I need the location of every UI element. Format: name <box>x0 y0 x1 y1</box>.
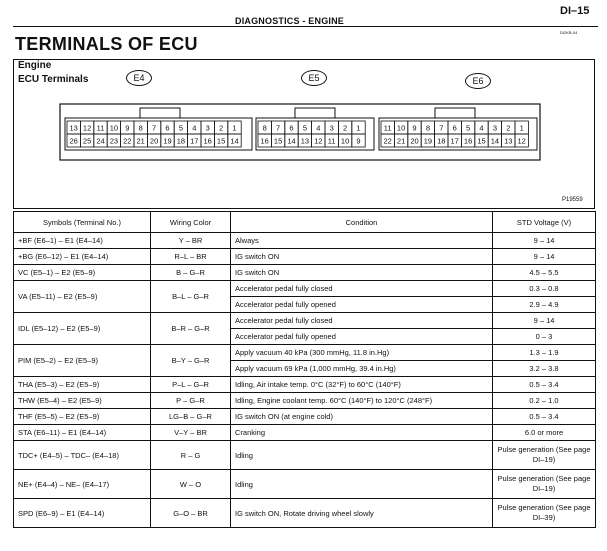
e4-pin-label: 10 <box>109 123 119 133</box>
e6-pin-label: 21 <box>396 136 406 146</box>
e4-pin-label: 6 <box>165 123 170 133</box>
e6-lock-tab <box>435 108 475 118</box>
e5-pin-label: 4 <box>316 123 321 133</box>
diagram-label-ecu-terminals: ECU Terminals <box>18 74 89 85</box>
page-number: DI–15 <box>560 5 590 17</box>
table-row <box>14 281 596 297</box>
condition-cell: Idling, Air intake temp. 0°C (32°F) to 60°C (140°F) <box>231 377 493 393</box>
wiring-color-cell: R – G <box>151 441 231 470</box>
voltage-cell: 1.3 – 1.9 <box>493 345 596 361</box>
condition-cell: Apply vacuum 40 kPa (300 mmHg, 11.8 in.Hg) <box>231 345 493 361</box>
e4-pin-label: 21 <box>136 136 145 146</box>
e4-pin-label: 26 <box>69 136 78 146</box>
e5-pin-label: 15 <box>273 136 283 146</box>
symbol-cell: SPD (E6–9) – E1 (E4–14) <box>14 499 151 528</box>
table-row <box>14 249 596 265</box>
e6-pin-label: 13 <box>504 136 513 146</box>
e5-pin-label: 11 <box>327 136 336 146</box>
e6-pin-label: 20 <box>410 136 419 146</box>
condition-cell: IG switch ON (at engine cold) <box>231 409 493 425</box>
section-header: DIAGNOSTICS - ENGINE <box>235 16 345 26</box>
table-row <box>14 470 596 499</box>
table-row <box>14 393 596 409</box>
e6-pin-label: 12 <box>517 136 526 146</box>
symbol-cell: +BG (E6–12) – E1 (E4–14) <box>14 249 151 265</box>
e4-pin-label: 16 <box>203 136 212 146</box>
voltage-cell: 4.5 – 5.5 <box>493 265 596 281</box>
e6-pin-label: 4 <box>479 123 484 133</box>
e6-pin-label: 17 <box>450 136 459 146</box>
voltage-cell: Pulse generation (See page DI–19) <box>493 470 596 499</box>
e5-pin-label: 10 <box>340 136 350 146</box>
e4-pin-label: 20 <box>149 136 159 146</box>
e4-pin-label: 15 <box>216 136 226 146</box>
table-row <box>14 313 596 329</box>
e5-pin-label: 9 <box>356 136 361 146</box>
voltage-cell: 3.2 – 3.8 <box>493 361 596 377</box>
e6-pin-label: 15 <box>477 136 486 146</box>
connector-label-e5: E5 <box>301 70 327 86</box>
e4-pin-label: 14 <box>230 136 239 146</box>
ecu-connector-drawing <box>0 0 607 215</box>
wiring-color-cell: G–O – BR <box>151 499 231 528</box>
e5-lock-tab <box>295 108 335 118</box>
symbol-cell: VA (E5–11) – E2 (E5–9) <box>14 281 151 313</box>
voltage-cell: 9 – 14 <box>493 233 596 249</box>
e4-pin-label: 22 <box>123 136 132 146</box>
e4-pin-label: 12 <box>82 123 92 133</box>
table-row <box>14 377 596 393</box>
e6-pin-label: 11 <box>383 123 392 133</box>
voltage-cell: 9 – 14 <box>493 313 596 329</box>
header-symbols: Symbols (Terminal No.) <box>14 212 151 233</box>
e5-pin-label: 13 <box>300 136 310 146</box>
e4-pin-label: 2 <box>219 123 224 133</box>
e5-pin-label: 8 <box>262 123 267 133</box>
e6-pin-label: 9 <box>412 123 417 133</box>
e6-pin-label: 7 <box>439 123 444 133</box>
connector-label-e4: E4 <box>126 70 152 86</box>
e4-pin-label: 25 <box>82 136 92 146</box>
condition-cell: Apply vacuum 69 kPa (1,000 mmHg, 39.4 in.Hg) <box>231 361 493 377</box>
e6-pin-label: 22 <box>383 136 392 146</box>
voltage-cell: 0.2 – 1.0 <box>493 393 596 409</box>
e4-pin-label: 3 <box>205 123 210 133</box>
e6-pin-label: 14 <box>490 136 500 146</box>
wiring-color-cell: B–L – G–R <box>151 281 231 313</box>
e4-pin-label: 17 <box>190 136 199 146</box>
table-row <box>14 425 596 441</box>
e5-pin-label: 2 <box>343 123 348 133</box>
e6-pin-label: 18 <box>437 136 446 146</box>
e4-pin-label: 5 <box>178 123 183 133</box>
condition-cell: Always <box>231 233 493 249</box>
e4-pin-label: 7 <box>152 123 157 133</box>
e5-pin-label: 16 <box>260 136 269 146</box>
condition-cell: IG switch ON <box>231 249 493 265</box>
page-title: TERMINALS OF ECU <box>15 34 198 54</box>
e4-pin-label: 1 <box>232 123 237 133</box>
wiring-color-cell: P – G–R <box>151 393 231 409</box>
symbol-cell: +BF (E6–1) – E1 (E4–14) <box>14 233 151 249</box>
e6-pin-label: 1 <box>519 123 524 133</box>
e5-pin-label: 12 <box>314 136 323 146</box>
condition-cell: Accelerator pedal fully opened <box>231 329 493 345</box>
wiring-color-cell: B – G–R <box>151 265 231 281</box>
e5-pin-label: 14 <box>287 136 296 146</box>
symbol-cell: IDL (E5–12) – E2 (E5–9) <box>14 313 151 345</box>
header-condition: Condition <box>231 212 493 233</box>
e6-pin-label: 10 <box>396 123 406 133</box>
symbol-cell: NE+ (E4–4) – NE– (E4–17) <box>14 470 151 499</box>
symbol-cell: TDC+ (E4–5) – TDC– (E4–18) <box>14 441 151 470</box>
wiring-color-cell: B–R – G–R <box>151 313 231 345</box>
e4-pin-label: 8 <box>138 123 143 133</box>
table-row <box>14 409 596 425</box>
e5-pin-label: 6 <box>289 123 294 133</box>
condition-cell: IG switch ON, Rotate driving wheel slowly <box>231 499 493 528</box>
e6-pin-label: 3 <box>492 123 497 133</box>
e4-pin-label: 24 <box>96 136 105 146</box>
e6-pin-label: 5 <box>466 123 471 133</box>
figure-code: P19559 <box>562 197 583 203</box>
e4-pin-label: 9 <box>125 123 130 133</box>
wiring-color-cell: W – O <box>151 470 231 499</box>
voltage-cell: 0.5 – 3.4 <box>493 409 596 425</box>
header-std-voltage: STD Voltage (V) <box>493 212 596 233</box>
symbol-cell: VC (E5–1) – E2 (E5–9) <box>14 265 151 281</box>
voltage-cell: Pulse generation (See page DI–39) <box>493 499 596 528</box>
condition-cell: Accelerator pedal fully closed <box>231 281 493 297</box>
wiring-color-cell: R–L – BR <box>151 249 231 265</box>
connector-label-e6: E6 <box>465 73 491 89</box>
condition-cell: Accelerator pedal fully closed <box>231 313 493 329</box>
symbol-cell: PIM (E5–2) – E2 (E5–9) <box>14 345 151 377</box>
table-row <box>14 345 596 361</box>
e6-pin-label: 6 <box>452 123 457 133</box>
condition-cell: Cranking <box>231 425 493 441</box>
voltage-cell: 6.0 or more <box>493 425 596 441</box>
wiring-color-cell: P–L – G–R <box>151 377 231 393</box>
table-row <box>14 265 596 281</box>
symbol-cell: THA (E5–3) – E2 (E5–9) <box>14 377 151 393</box>
condition-cell: Idling <box>231 470 493 499</box>
e6-pin-label: 8 <box>425 123 430 133</box>
e5-pin-label: 1 <box>356 123 361 133</box>
e4-lock-tab <box>140 108 180 118</box>
e5-pin-label: 5 <box>302 123 307 133</box>
symbol-cell: THF (E5–5) – E2 (E5–9) <box>14 409 151 425</box>
e6-pin-label: 19 <box>423 136 433 146</box>
e4-pin-label: 11 <box>96 123 105 133</box>
wiring-color-cell: B–Y – G–R <box>151 345 231 377</box>
wiring-color-cell: LG–B – G–R <box>151 409 231 425</box>
e6-pin-label: 16 <box>463 136 473 146</box>
table-row <box>14 233 596 249</box>
symbol-cell: STA (E6–11) – E1 (E4–14) <box>14 425 151 441</box>
e5-pin-label: 3 <box>329 123 334 133</box>
wiring-color-cell: Y – BR <box>151 233 231 249</box>
condition-cell: Idling, Engine coolant temp. 60°C (140°F) to 120°C (248°F) <box>231 393 493 409</box>
e4-pin-label: 4 <box>192 123 197 133</box>
voltage-cell: 0.3 – 0.8 <box>493 281 596 297</box>
e5-pin-label: 7 <box>276 123 281 133</box>
condition-cell: Idling <box>231 441 493 470</box>
terminal-table <box>13 211 596 528</box>
symbol-cell: THW (E5–4) – E2 (E5–9) <box>14 393 151 409</box>
e4-pin-label: 19 <box>163 136 172 146</box>
voltage-cell: 0.5 – 3.4 <box>493 377 596 393</box>
table-row <box>14 499 596 528</box>
header-wiring-color: Wiring Color <box>151 212 231 233</box>
diagram-label-engine: Engine <box>18 60 52 71</box>
e4-pin-label: 23 <box>109 136 119 146</box>
wiring-color-cell: V–Y – BR <box>151 425 231 441</box>
condition-cell: IG switch ON <box>231 265 493 281</box>
document-code: DI2KB-04 <box>560 30 578 35</box>
voltage-cell: 0 – 3 <box>493 329 596 345</box>
e6-pin-label: 2 <box>506 123 511 133</box>
table-header-row <box>14 212 596 233</box>
e4-pin-label: 13 <box>69 123 78 133</box>
voltage-cell: Pulse generation (See page DI–19) <box>493 441 596 470</box>
voltage-cell: 9 – 14 <box>493 249 596 265</box>
table-row <box>14 441 596 470</box>
e4-pin-label: 18 <box>176 136 186 146</box>
voltage-cell: 2.9 – 4.9 <box>493 297 596 313</box>
condition-cell: Accelerator pedal fully opened <box>231 297 493 313</box>
